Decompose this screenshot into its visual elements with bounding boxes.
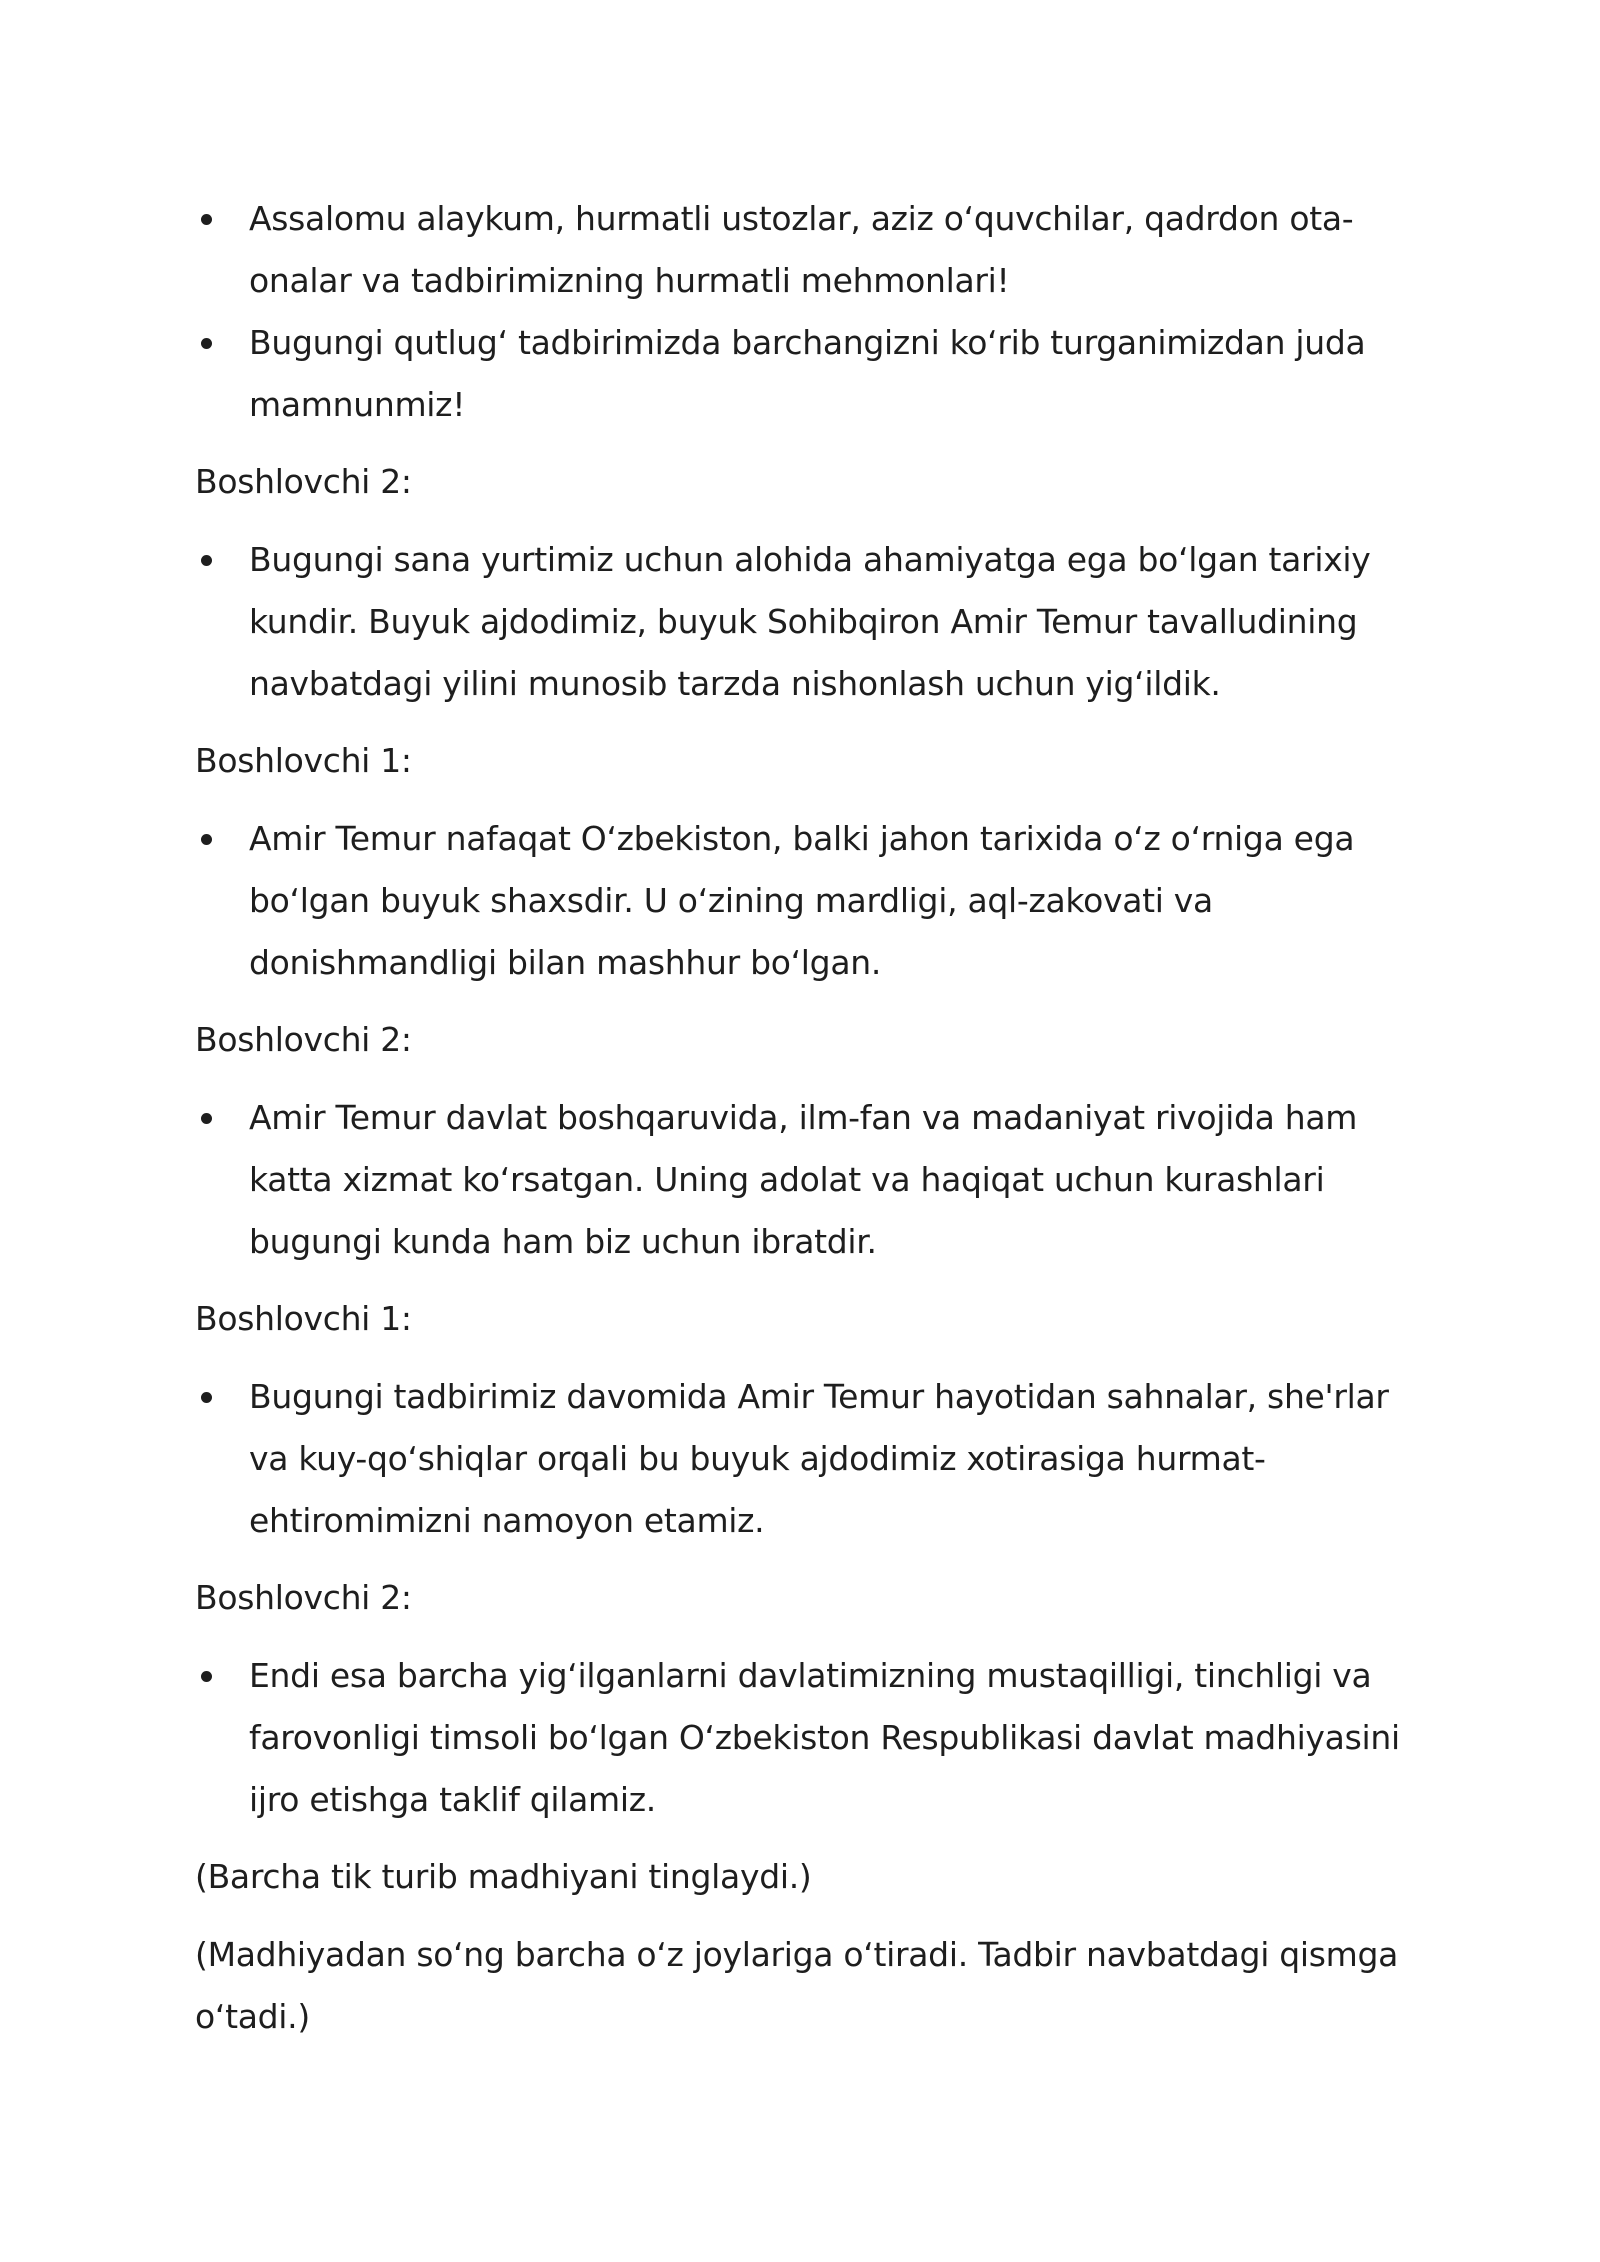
list-item-text: Amir Temur davlat boshqaruvida, ilm-fan va madaniyat rivojida ham katta xizmat ko‘rsatgan. Uning adolat va haqiqat uchun kurashlari bugungi kunda ham biz uchun ibratdir.: [249, 1098, 1358, 1261]
list-item: [195, 808, 1425, 994]
document-page: [195, 188, 1425, 2064]
list-item: [195, 1366, 1425, 1552]
bullet-list: [195, 529, 1425, 715]
speaker-label: Boshlovchi 1:: [195, 741, 412, 780]
bullet-dot-icon: [201, 1113, 212, 1124]
speaker-label: Boshlovchi 2:: [195, 462, 412, 501]
bullet-dot-icon: [201, 1671, 212, 1682]
bullet-dot-icon: [201, 1392, 212, 1403]
bullet-list: [195, 188, 1425, 436]
bullet-dot-icon: [201, 338, 212, 349]
list-item-text: Amir Temur nafaqat O‘zbekiston, balki jahon tarixida o‘z o‘rniga ega bo‘lgan buyuk shaxsdir. U o‘zining mardligi, aql-zakovati va donishmandligi bilan mashhur bo‘lgan.: [249, 819, 1355, 982]
bullet-dot-icon: [201, 555, 212, 566]
list-item-text: Bugungi sana yurtimiz uchun alohida ahamiyatga ega bo‘lgan tarixiy kundir. Buyuk ajdodimiz, buyuk Sohibqiron Amir Temur tavalludining navbatdagi yilini munosib tarzda nishonlash uchun yig‘ildik.: [249, 540, 1371, 703]
list-item: [195, 1645, 1425, 1831]
bullet-dot-icon: [201, 214, 212, 225]
stage-direction: (Barcha tik turib madhiyani tinglaydi.): [195, 1857, 812, 1896]
speaker-label: Boshlovchi 2:: [195, 1020, 412, 1059]
bullet-list: [195, 1645, 1425, 1831]
speaker-label: Boshlovchi 1:: [195, 1299, 412, 1338]
list-item: [195, 529, 1425, 715]
list-item-text: Endi esa barcha yig‘ilganlarni davlatimizning mustaqilligi, tinchligi va farovonligi timsoli bo‘lgan O‘zbekiston Respublikasi davlat madhiyasini ijro etishga taklif qilamiz.: [249, 1656, 1400, 1819]
bullet-list: [195, 1087, 1425, 1273]
list-item-text: Assalomu alaykum, hurmatli ustozlar, aziz o‘quvchilar, qadrdon ota-onalar va tadbirimizning hurmatli mehmonlari!: [249, 199, 1354, 300]
stage-direction: (Madhiyadan so‘ng barcha o‘z joylariga o‘tiradi. Tadbir navbatdagi qismga o‘tadi.): [195, 1935, 1399, 2036]
list-item: [195, 188, 1425, 312]
speaker-label: Boshlovchi 2:: [195, 1578, 412, 1617]
list-item: [195, 1087, 1425, 1273]
list-item-text: Bugungi qutlug‘ tadbirimizda barchangizni ko‘rib turganimizdan juda mamnunmiz!: [249, 323, 1366, 424]
list-item-text: Bugungi tadbirimiz davomida Amir Temur hayotidan sahnalar, she'rlar va kuy-qo‘shiqlar orqali bu buyuk ajdodimiz xotirasiga hurmat-ehtiromimizni namoyon etamiz.: [249, 1377, 1389, 1540]
list-item: [195, 312, 1425, 436]
bullet-list: [195, 1366, 1425, 1552]
bullet-list: [195, 808, 1425, 994]
bullet-dot-icon: [201, 834, 212, 845]
